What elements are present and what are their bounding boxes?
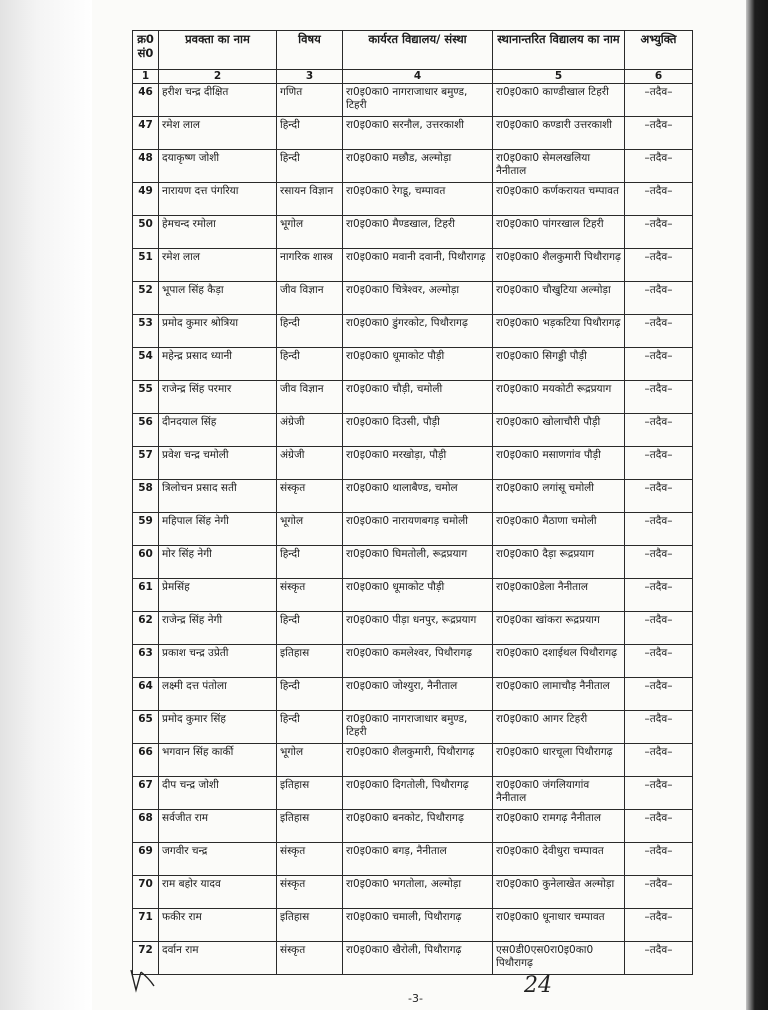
row-teacher-name: प्रमोद कुमार श्रोत्रिया: [159, 315, 277, 348]
signature-mark: [128, 966, 158, 998]
row-remark: –तदैव–: [625, 612, 693, 645]
table-row: [133, 216, 693, 249]
row-current-school: रा0इ0का0 घिमतोली, रूद्रप्रयाग: [343, 546, 493, 579]
row-current-school: रा0इ0का0 नागराजाधार बमुण्ड, टिहरी: [343, 84, 493, 117]
row-remark: –तदैव–: [625, 183, 693, 216]
row-transfer-school: रा0इ0का खांकरा रूद्रप्रयाग: [493, 612, 625, 645]
row-remark: –तदैव–: [625, 711, 693, 744]
row-subject: भूगोल: [277, 513, 343, 546]
row-teacher-name: प्रवेश चन्द्र चमोली: [159, 447, 277, 480]
table-body: [133, 84, 693, 975]
row-serial: 61: [133, 579, 159, 612]
row-teacher-name: हेमचन्द रमोला: [159, 216, 277, 249]
table-row: [133, 843, 693, 876]
row-subject: रसायन विज्ञान: [277, 183, 343, 216]
row-teacher-name: राम बहोर यादव: [159, 876, 277, 909]
row-subject: हिन्दी: [277, 612, 343, 645]
table-row: [133, 282, 693, 315]
row-serial: 52: [133, 282, 159, 315]
row-serial: 50: [133, 216, 159, 249]
col-header-transfer-school: स्थानान्तरित विद्यालय का नाम: [493, 31, 625, 70]
row-current-school: रा0इ0का0 मरखोड़ा, पौड़ी: [343, 447, 493, 480]
row-remark: –तदैव–: [625, 777, 693, 810]
table-row: [133, 414, 693, 447]
row-current-school: रा0इ0का0 नागराजाधार बमुण्ड, टिहरी: [343, 711, 493, 744]
row-subject: हिन्दी: [277, 711, 343, 744]
row-remark: –तदैव–: [625, 513, 693, 546]
row-teacher-name: दर्वान राम: [159, 942, 277, 975]
row-remark: –तदैव–: [625, 348, 693, 381]
row-transfer-school: रा0इ0का0 शैलकुमारी पिथौरागढ़: [493, 249, 625, 282]
row-teacher-name: राजेन्द्र सिंह परमार: [159, 381, 277, 414]
row-serial: 70: [133, 876, 159, 909]
table-row: [133, 480, 693, 513]
row-transfer-school: रा0इ0का0 भड़कटिया पिथौरागढ़: [493, 315, 625, 348]
row-serial: 55: [133, 381, 159, 414]
row-teacher-name: राजेन्द्र सिंह नेगी: [159, 612, 277, 645]
row-current-school: रा0इ0का0 चमाली, पिथौरागढ़: [343, 909, 493, 942]
row-current-school: रा0इ0का0 शैलकुमारी, पिथौरागढ़: [343, 744, 493, 777]
row-serial: 59: [133, 513, 159, 546]
row-transfer-school: रा0इ0का0 जंगलियागांव नैनीताल: [493, 777, 625, 810]
table-row: [133, 612, 693, 645]
row-transfer-school: एस0डी0एस0रा0इ0का0 पिथौरागढ़: [493, 942, 625, 975]
row-subject: हिन्दी: [277, 348, 343, 381]
page-number: -3-: [408, 992, 423, 1005]
row-teacher-name: फकीर राम: [159, 909, 277, 942]
row-current-school: रा0इ0का0 जोश्युरा, नैनीताल: [343, 678, 493, 711]
column-number-row: [133, 70, 693, 84]
table-row: [133, 150, 693, 183]
row-teacher-name: प्रमोद कुमार सिंह: [159, 711, 277, 744]
row-remark: –तदैव–: [625, 942, 693, 975]
row-transfer-school: रा0इ0का0 आगर टिहरी: [493, 711, 625, 744]
row-remark: –तदैव–: [625, 216, 693, 249]
col-header-current-school: कार्यरत विद्यालय/ संस्था: [343, 31, 493, 70]
row-transfer-school: रा0इ0का0 धारचूला पिथौरागढ़: [493, 744, 625, 777]
handwritten-page-note: [522, 970, 562, 1004]
table-row: [133, 447, 693, 480]
row-remark: –तदैव–: [625, 579, 693, 612]
row-teacher-name: नारायण दत्त पंगरिया: [159, 183, 277, 216]
row-teacher-name: भूपाल सिंह कैड़ा: [159, 282, 277, 315]
row-teacher-name: हरीश चन्द्र दीक्षित: [159, 84, 277, 117]
row-subject: इतिहास: [277, 645, 343, 678]
row-teacher-name: सर्वजीत राम: [159, 810, 277, 843]
row-teacher-name: महिपाल सिंह नेगी: [159, 513, 277, 546]
row-remark: –तदैव–: [625, 381, 693, 414]
row-serial: 54: [133, 348, 159, 381]
row-remark: –तदैव–: [625, 84, 693, 117]
row-subject: संस्कृत: [277, 579, 343, 612]
row-serial: 69: [133, 843, 159, 876]
row-remark: –तदैव–: [625, 249, 693, 282]
row-current-school: रा0इ0का0 चित्रेश्वर, अल्मोड़ा: [343, 282, 493, 315]
row-transfer-school: रा0इ0का0 दशाईथल पिथौरागढ़: [493, 645, 625, 678]
row-subject: संस्कृत: [277, 876, 343, 909]
header-row: [133, 31, 693, 70]
row-teacher-name: प्रेमसिंह: [159, 579, 277, 612]
scan-left-margin: [0, 0, 92, 1010]
table-row: [133, 381, 693, 414]
row-subject: इतिहास: [277, 777, 343, 810]
row-transfer-school: रा0इ0का0 सिगड्डी पौड़ी: [493, 348, 625, 381]
row-transfer-school: रा0इ0का0 देवीधुरा चम्पावत: [493, 843, 625, 876]
row-subject: नागरिक शास्त्र: [277, 249, 343, 282]
row-teacher-name: रमेश लाल: [159, 117, 277, 150]
row-current-school: रा0इ0का0 डुंगरकोट, पिथौरागढ़: [343, 315, 493, 348]
row-teacher-name: दयाकृष्ण जोशी: [159, 150, 277, 183]
row-serial: 47: [133, 117, 159, 150]
row-subject: इतिहास: [277, 810, 343, 843]
row-serial: 62: [133, 612, 159, 645]
row-serial: 60: [133, 546, 159, 579]
row-current-school: रा0इ0का0 सरनौल, उत्तरकाशी: [343, 117, 493, 150]
table-row: [133, 117, 693, 150]
row-serial: 58: [133, 480, 159, 513]
table-row: [133, 678, 693, 711]
row-current-school: रा0इ0का0 बगड़, नैनीताल: [343, 843, 493, 876]
row-current-school: रा0इ0का0 रेगडू, चम्पावत: [343, 183, 493, 216]
row-remark: –तदैव–: [625, 678, 693, 711]
row-remark: –तदैव–: [625, 546, 693, 579]
row-current-school: रा0इ0का0 भगतोला, अल्मोड़ा: [343, 876, 493, 909]
row-teacher-name: मोर सिंह नेगी: [159, 546, 277, 579]
row-remark: –तदैव–: [625, 282, 693, 315]
row-remark: –तदैव–: [625, 645, 693, 678]
row-transfer-school: रा0इ0का0 मसाणगांव पौड़ी: [493, 447, 625, 480]
row-current-school: रा0इ0का0 खैरोली, पिथौरागढ़: [343, 942, 493, 975]
row-subject: भूगोल: [277, 216, 343, 249]
row-transfer-school: रा0इ0का0 काण्डीखाल टिहरी: [493, 84, 625, 117]
row-transfer-school: रा0इ0का0 मयकोटी रूद्रप्रयाग: [493, 381, 625, 414]
row-serial: 64: [133, 678, 159, 711]
row-remark: –तदैव–: [625, 447, 693, 480]
table-row: [133, 942, 693, 975]
table-row: [133, 249, 693, 282]
row-current-school: रा0इ0का0 दिउसी, पौड़ी: [343, 414, 493, 447]
row-remark: –तदैव–: [625, 810, 693, 843]
row-transfer-school: रा0इ0का0 रामगढ़ नैनीताल: [493, 810, 625, 843]
table-row: [133, 183, 693, 216]
row-teacher-name: लक्ष्मी दत्त पंतोला: [159, 678, 277, 711]
col-number: 5: [493, 70, 625, 84]
row-serial: 63: [133, 645, 159, 678]
table-row: [133, 777, 693, 810]
row-teacher-name: रमेश लाल: [159, 249, 277, 282]
col-header-subject: विषय: [277, 31, 343, 70]
row-current-school: रा0इ0का0 कमलेश्वर, पिथौरागढ़: [343, 645, 493, 678]
table-row: [133, 513, 693, 546]
row-remark: –तदैव–: [625, 150, 693, 183]
row-subject: जीव विज्ञान: [277, 282, 343, 315]
col-number: 1: [133, 70, 159, 84]
col-number: 3: [277, 70, 343, 84]
table-row: [133, 810, 693, 843]
row-teacher-name: जगवीर चन्द्र: [159, 843, 277, 876]
row-current-school: रा0इ0का0 धूमाकोट पौड़ी: [343, 579, 493, 612]
row-transfer-school: रा0इ0का0 कण्डारी उत्तरकाशी: [493, 117, 625, 150]
row-current-school: रा0इ0का0 दिगतोली, पिथौरागढ़: [343, 777, 493, 810]
table-row: [133, 348, 693, 381]
row-current-school: रा0इ0का0 बनकोट, पिथौरागढ़: [343, 810, 493, 843]
row-serial: 46: [133, 84, 159, 117]
row-transfer-school: रा0इ0का0 पांगरखाल टिहरी: [493, 216, 625, 249]
row-subject: जीव विज्ञान: [277, 381, 343, 414]
table-row: [133, 315, 693, 348]
document-page: [92, 0, 746, 1010]
handwritten-note-text: 24: [524, 973, 552, 998]
row-serial: 56: [133, 414, 159, 447]
row-transfer-school: रा0इ0का0 लगांसू चमोली: [493, 480, 625, 513]
row-teacher-name: भगवान सिंह कार्की: [159, 744, 277, 777]
col-number: 6: [625, 70, 693, 84]
row-serial: 66: [133, 744, 159, 777]
row-teacher-name: त्रिलोचन प्रसाद सती: [159, 480, 277, 513]
table-row: [133, 711, 693, 744]
row-teacher-name: महेन्द्र प्रसाद ध्यानी: [159, 348, 277, 381]
row-current-school: रा0इ0का0 नारायणबगड़ चमोली: [343, 513, 493, 546]
row-transfer-school: रा0इ0का0 कर्णकरायत चम्पावत: [493, 183, 625, 216]
scan-right-edge: [746, 0, 768, 1010]
col-number: 2: [159, 70, 277, 84]
row-transfer-school: रा0इ0का0 खोलाचौरी पौड़ी: [493, 414, 625, 447]
row-transfer-school: रा0इ0का0डेला नैनीताल: [493, 579, 625, 612]
row-subject: अंग्रेजी: [277, 414, 343, 447]
row-remark: –तदैव–: [625, 909, 693, 942]
col-header-serial: क्र0 सं0: [133, 31, 159, 70]
row-serial: 57: [133, 447, 159, 480]
row-serial: 53: [133, 315, 159, 348]
row-subject: हिन्दी: [277, 546, 343, 579]
row-transfer-school: रा0इ0का0 सेमलखलिया नैनीताल: [493, 150, 625, 183]
transfer-table: [132, 30, 693, 975]
row-subject: अंग्रेजी: [277, 447, 343, 480]
row-subject: संस्कृत: [277, 942, 343, 975]
row-subject: हिन्दी: [277, 150, 343, 183]
row-subject: संस्कृत: [277, 480, 343, 513]
row-subject: हिन्दी: [277, 117, 343, 150]
row-remark: –तदैव–: [625, 480, 693, 513]
row-transfer-school: रा0इ0का0 मैठाणा चमोली: [493, 513, 625, 546]
row-current-school: रा0इ0का0 मछौड, अल्मोड़ा: [343, 150, 493, 183]
row-current-school: रा0इ0का0 पीड़ा धनपुर, रूद्रप्रयाग: [343, 612, 493, 645]
row-serial: 48: [133, 150, 159, 183]
row-remark: –तदैव–: [625, 414, 693, 447]
row-teacher-name: दीप चन्द्र जोशी: [159, 777, 277, 810]
row-subject: इतिहास: [277, 909, 343, 942]
row-transfer-school: रा0इ0का0 धूनाधार चम्पावत: [493, 909, 625, 942]
row-serial: 49: [133, 183, 159, 216]
row-serial: 72: [133, 942, 159, 975]
table-row: [133, 546, 693, 579]
table-row: [133, 645, 693, 678]
row-remark: –तदैव–: [625, 315, 693, 348]
row-teacher-name: प्रकाश चन्द्र उप्रेती: [159, 645, 277, 678]
row-remark: –तदैव–: [625, 744, 693, 777]
table-row: [133, 876, 693, 909]
row-subject: गणित: [277, 84, 343, 117]
row-subject: हिन्दी: [277, 678, 343, 711]
table-row: [133, 744, 693, 777]
row-transfer-school: रा0इ0का0 लामाचौड़ नैनीताल: [493, 678, 625, 711]
row-serial: 71: [133, 909, 159, 942]
table-row: [133, 909, 693, 942]
row-remark: –तदैव–: [625, 876, 693, 909]
col-header-name: प्रवक्ता का नाम: [159, 31, 277, 70]
row-subject: संस्कृत: [277, 843, 343, 876]
col-header-remark: अभ्युक्ति: [625, 31, 693, 70]
row-transfer-school: रा0इ0का0 चौखुटिया अल्मोड़ा: [493, 282, 625, 315]
row-remark: –तदैव–: [625, 117, 693, 150]
row-transfer-school: रा0इ0का0 दैड़ा रूद्रप्रयाग: [493, 546, 625, 579]
row-serial: 51: [133, 249, 159, 282]
row-current-school: रा0इ0का0 धूमाकोट पौड़ी: [343, 348, 493, 381]
row-subject: भूगोल: [277, 744, 343, 777]
col-number: 4: [343, 70, 493, 84]
row-current-school: रा0इ0का0 चौड़ी, चमोली: [343, 381, 493, 414]
row-serial: 68: [133, 810, 159, 843]
table-row: [133, 579, 693, 612]
row-transfer-school: रा0इ0का0 कुनेलाखेत अल्मोड़ा: [493, 876, 625, 909]
row-serial: 67: [133, 777, 159, 810]
row-remark: –तदैव–: [625, 843, 693, 876]
row-serial: 65: [133, 711, 159, 744]
table-row: [133, 84, 693, 117]
row-teacher-name: दीनदयाल सिंह: [159, 414, 277, 447]
row-current-school: रा0इ0का0 थालाबैण्ड, चमोल: [343, 480, 493, 513]
row-current-school: रा0इ0का0 मवानी दवानी, पिथौरागढ़: [343, 249, 493, 282]
row-current-school: रा0इ0का0 मैण्डखाल, टिहरी: [343, 216, 493, 249]
row-subject: हिन्दी: [277, 315, 343, 348]
